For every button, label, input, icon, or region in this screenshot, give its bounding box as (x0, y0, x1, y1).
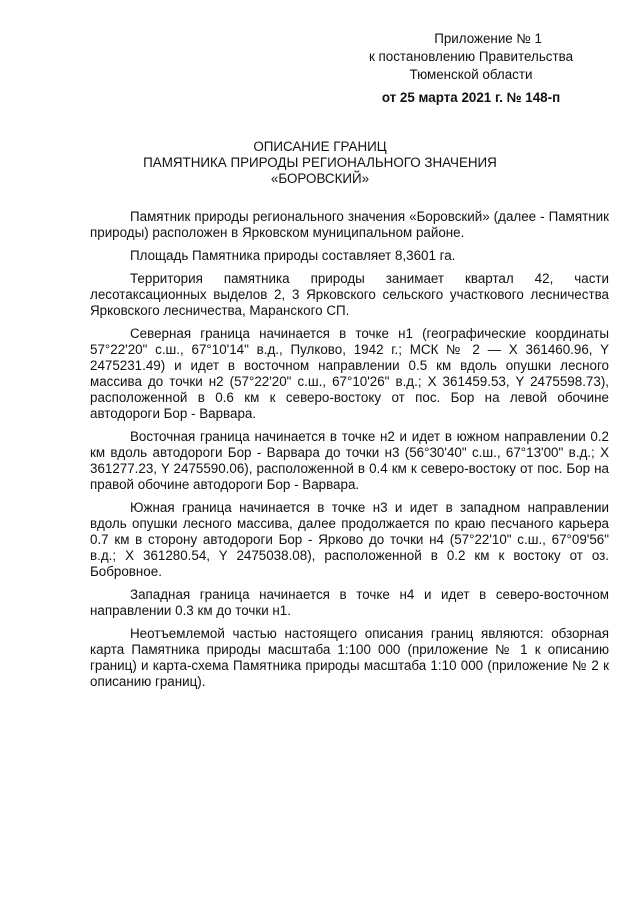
paragraph-territory: Территория памятника природы занимает квартал 42, части лесотаксационных выделов 2, 3 Ярковского сельского участкового лесничества Ярковского лесничества, Маранского СП. (90, 271, 609, 318)
appendix-region-line: Тюменской области (409, 67, 533, 82)
paragraph-west-border: Западная граница начинается в точке н4 и идет в северо-восточном направлении 0.3 км до точки н1. (90, 587, 609, 618)
document-title (90, 139, 550, 187)
paragraph-location: Памятник природы регионального значения «Боровский» (далее - Памятник природы) расположен в Ярковском муниципальном районе. (90, 209, 609, 240)
paragraph-east-border: Восточная граница начинается в точке н2 и идет в южном направлении 0.2 км вдоль автодороги Бор - Варвара до точки н3 (56°30'40" с.ш., 67°13'00" в.д.; X 361277.23, Y 2475590.06), расположенной в 0.4 км к северо-востоку от пос. Бор на правой обочине автодороги Бор - Варвара. (90, 429, 609, 492)
paragraph-area: Площадь Памятника природы составляет 8,3601 га. (130, 248, 456, 263)
appendix-number: Приложение № 1 (434, 31, 542, 46)
title-line-1: ОПИСАНИЕ ГРАНИЦ (253, 139, 387, 154)
title-line-2: ПАМЯТНИКА ПРИРОДЫ РЕГИОНАЛЬНОГО ЗНАЧЕНИЯ (143, 155, 497, 170)
appendix-header (340, 30, 602, 107)
paragraph-south-border: Южная граница начинается в точке н3 и идет в западном направлении вдоль опушки лесного массива, далее продолжается по краю песчаного карьера 0.7 км в сторону автодороги Бор - Ярково до точки н4 (57°22'10" с.ш., 67°09'56" в.д.; X 361280.54, Y 2475038.08), расположенной в 0.2 км к востоку от оз. Бобровное. (90, 500, 609, 579)
document-body (90, 209, 609, 697)
paragraph-north-border: Северная граница начинается в точке н1 (географические координаты 57°22'20" с.ш., 67°10'14" в.д., Пулково, 1942 г.; МСК № 2 — X 361460.96, Y 2475231.49) и идет в восточном направлении 0.5 км вдоль опушки лесного массива до точки н2 (57°22'20" с.ш., 67°10'26" в.д.; X 361459.53, Y 2475598.73), расположенной в 0.6 км к северо-востоку от пос. Бор на левой обочине автодороги Бор - Варвара. (90, 326, 609, 421)
title-line-3: «БОРОВСКИЙ» (270, 171, 370, 186)
appendix-ref-line: к постановлению Правительства (368, 49, 574, 64)
appendix-date-line: от 25 марта 2021 г. № 148-п (381, 90, 561, 105)
paragraph-annexes: Неотъемлемой частью настоящего описания границ являются: обзорная карта Памятника природы масштаба 1:100 000 (приложение № 1 к описанию границ) и карта-схема Памятника природы масштаба 1:10 000 (приложение № 2 к описанию границ). (90, 626, 609, 689)
